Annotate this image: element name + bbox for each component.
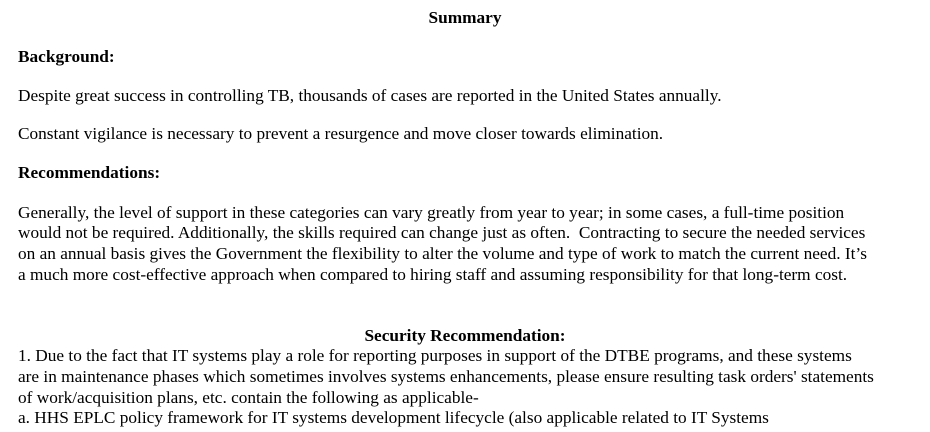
security-line-1: 1. Due to the fact that IT systems play a role for reporting purposes in support of the DTBE programs, and these systems: [18, 346, 852, 365]
background-paragraph-2: Constant vigilance is necessary to prevent a resurgence and move closer towards elimination.: [18, 124, 664, 143]
recommendations-line-3: on an annual basis gives the Government the flexibility to alter the volume and type of work to match the current need. It’s: [18, 244, 867, 263]
background-heading: Background:: [18, 47, 115, 66]
security-heading: Security Recommendation:: [364, 326, 566, 345]
security-line-4: a. HHS EPLC policy framework for IT systems development lifecycle (also applicable related to IT Systems: [18, 408, 769, 427]
security-line-2: are in maintenance phases which sometimes involves systems enhancements, please ensure resulting task orders' statements: [18, 367, 874, 386]
background-paragraph-1: Despite great success in controlling TB, thousands of cases are reported in the United States annually.: [18, 86, 722, 105]
security-line-3: of work/acquisition plans, etc. contain the following as applicable-: [18, 388, 479, 407]
document-title: Summary: [428, 8, 502, 27]
recommendations-heading: Recommendations:: [18, 163, 161, 182]
recommendations-line-2: would not be required. Additionally, the skills required can change just as often. Contracting to secure the needed services: [18, 223, 866, 242]
recommendations-line-1: Generally, the level of support in these categories can vary greatly from year to year; in some cases, a full-time position: [18, 203, 845, 222]
recommendations-line-4: a much more cost-effective approach when compared to hiring staff and assuming responsibility for that long-term cost.: [18, 265, 848, 284]
